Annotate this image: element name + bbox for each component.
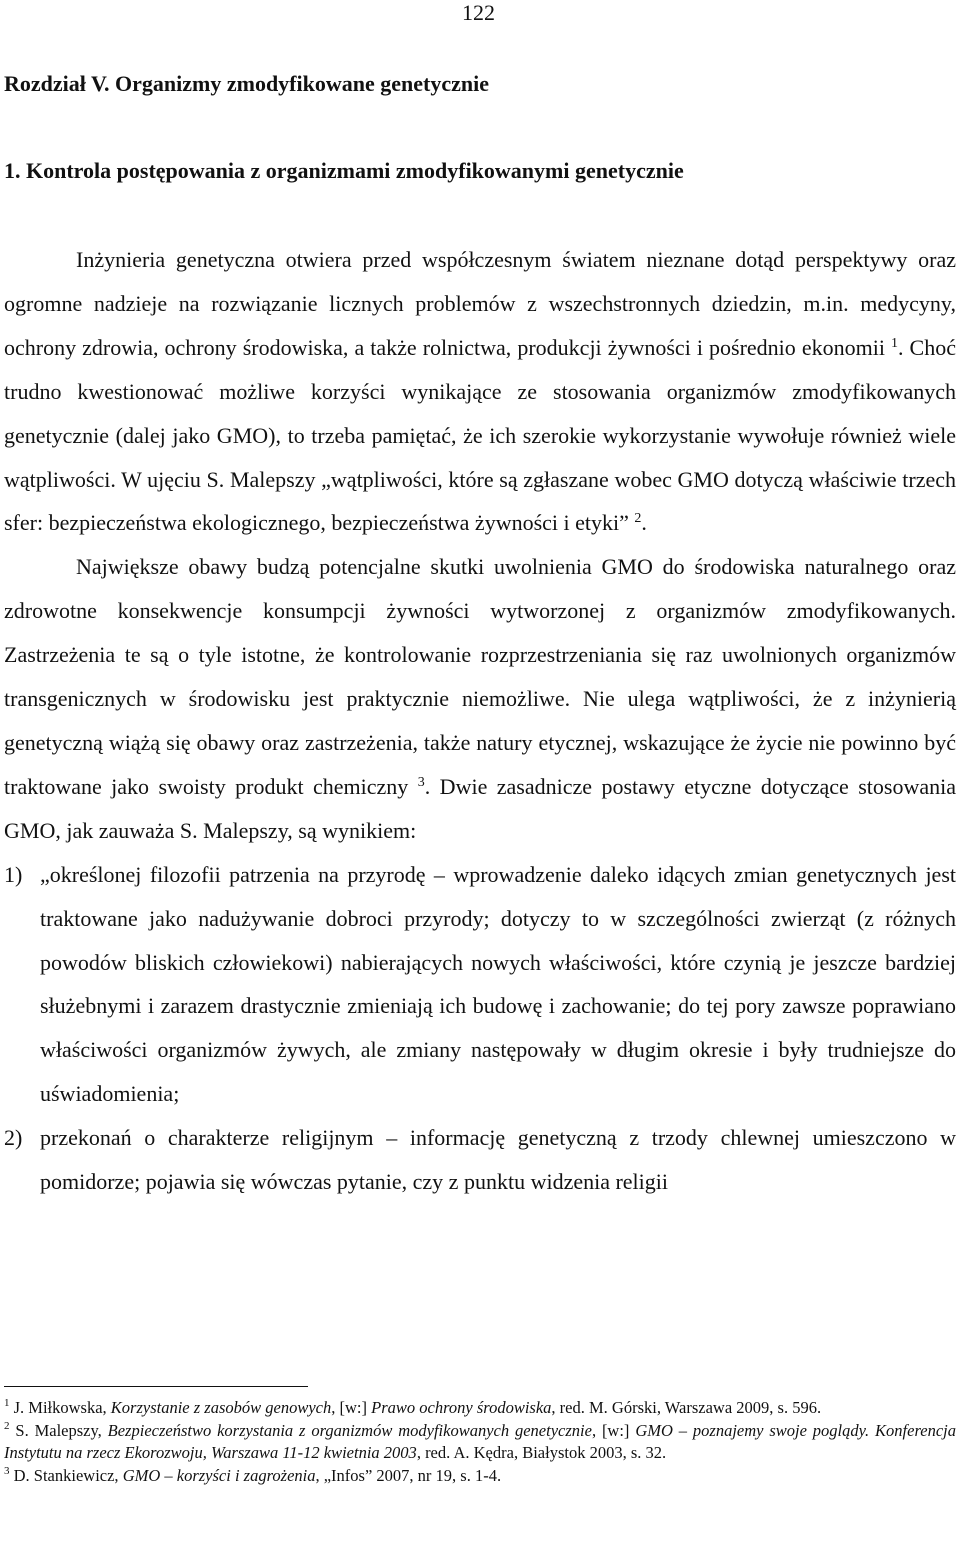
footnote-3 xyxy=(4,1465,956,1488)
footnote-ref-2[interactable]: 2 xyxy=(634,511,642,527)
list-item-text: przekonań o charakterze religijnym – informację genetyczną z trzody chlewnej umieszczono w pomidorze; pojawia się wówczas pytanie, czy z punktu widzenia religii xyxy=(40,1125,956,1195)
list-item-number: 2) xyxy=(4,1125,23,1151)
footnote-author: S. Malepszy, xyxy=(15,1420,108,1440)
paragraph-1 xyxy=(4,238,956,545)
footnote-number: 2 xyxy=(4,1419,10,1432)
numbered-list xyxy=(4,853,956,1204)
footnote-title: Bezpieczeństwo korzystania z organizmów modyfikowanych genetycznie xyxy=(107,1420,592,1440)
paragraph-1-text-c: . xyxy=(641,510,647,536)
paragraph-2-text-a: Największe obawy budzą potencjalne skutki uwolnienia GMO do środowiska naturalnego oraz zdrowotne konsekwencje konsumpcji żywności wytworzonej z organizmów zmodyfikowanych. Zastrzeżenia te są o tyle istotne, że kontrolowanie rozprzestrzeniania się raz uwolnionych organizmów transgenicznych w środowisku jest praktycznie niemożliwe. Nie ulega wątpliwości, że z inżynierią genetyczną wiążą się obawy oraz zastrzeżenia, także natury etycznej, wskazujące że życie nie powinno być traktowane jako swoisty produkt chemiczny xyxy=(4,554,956,799)
paragraph-2-text-b: . Dwie zasadnicze postawy etyczne dotyczące stosowania GMO, jak zauważa S. Malepszy, są wynikiem: xyxy=(4,773,956,843)
list-item xyxy=(4,1116,956,1204)
footnote-separator xyxy=(4,1386,308,1387)
list-item xyxy=(4,853,956,1116)
paragraph-1-text-b: . Choć trudno kwestionować możliwe korzyści wynikające ze stosowania organizmów zmodyfikowanych genetycznie (dalej jako GMO), to trzeba pamiętać, że ich szerokie wykorzystanie wywołuje również wiele wątpliwości. W ujęciu S. Malepszy „wątpliwości, które są zgłaszane wobec GMO dotyczą właściwie trzech sfer: bezpieczeństwa ekologicznego, bezpieczeństwa żywności i etyki” xyxy=(4,334,956,536)
footnote-ref-1[interactable]: 1 xyxy=(891,335,898,351)
footnote-title: GMO – korzyści i zagrożenia xyxy=(122,1465,316,1485)
footnote-details: , red. M. Górski, Warszawa 2009, s. 596. xyxy=(551,1398,822,1417)
chapter-title: Rozdział V. Organizmy zmodyfikowane genetycznie xyxy=(4,71,489,96)
footnote-2 xyxy=(4,1420,956,1465)
footnote-author: D. Stankiewicz, xyxy=(13,1465,123,1485)
footnotes xyxy=(4,1397,956,1487)
section-title: 1. Kontrola postępowania z organizmami zmodyfikowanymi genetycznie xyxy=(4,158,684,183)
footnote-details: , red. A. Kędra, Białystok 2003, s. 32. xyxy=(416,1443,667,1462)
footnote-details: , „Infos” 2007, nr 19, s. 1-4. xyxy=(315,1465,502,1485)
footnote-connector: , [w:] xyxy=(591,1420,636,1440)
footnote-source: Prawo ochrony środowiska xyxy=(371,1398,552,1417)
footnote-title: Korzystanie z zasobów genowych xyxy=(110,1398,332,1417)
footnote-number: 3 xyxy=(4,1464,10,1477)
footnote-number: 1 xyxy=(4,1397,10,1409)
footnote-connector: , [w:] xyxy=(331,1398,372,1417)
list-item-text: „określonej filozofii patrzenia na przyrodę – wprowadzenie daleko idących zmian genetycznych jest traktowane jako nadużywanie dobroci przyrody; dotyczy to w szczególności zwierząt (z różnych powodów bliskich człowiekowi) nabierających nowych właściwości, które czynią je jeszcze bardziej służebnymi i zarazem drastycznie zmieniają ich budowę i zachowanie; do tej pory zawsze poprawiano właściwości organizmów żywych, ale zmiany następowały w długim okresie i były trudniejsze do uświadomienia; xyxy=(40,861,956,1107)
footnote-1 xyxy=(4,1397,956,1420)
page-number: 122 xyxy=(462,0,495,25)
footnote-ref-3[interactable]: 3 xyxy=(417,774,425,790)
footnote-source: GMO – poznajemy swoje poglądy. Konferencja Instytutu na rzecz Ekorozwoju, Warszawa 11-12 kwietnia 2003 xyxy=(4,1420,957,1462)
paragraph-2 xyxy=(4,545,956,852)
footnote-author: J. Miłkowska, xyxy=(13,1398,111,1417)
list-item-number: 1) xyxy=(4,861,23,887)
paragraph-1-text-a: Inżynieria genetyczna otwiera przed współczesnym światem nieznane dotąd perspektywy oraz ogromne nadzieje na rozwiązanie licznych problemów z wszechstronnych dziedzin, m.in. medycyny, ochrony zdrowia, ochrony środowiska, a także rolnictwa, produkcji żywności i pośrednio ekonomii xyxy=(4,247,956,360)
body-text xyxy=(4,238,956,1204)
